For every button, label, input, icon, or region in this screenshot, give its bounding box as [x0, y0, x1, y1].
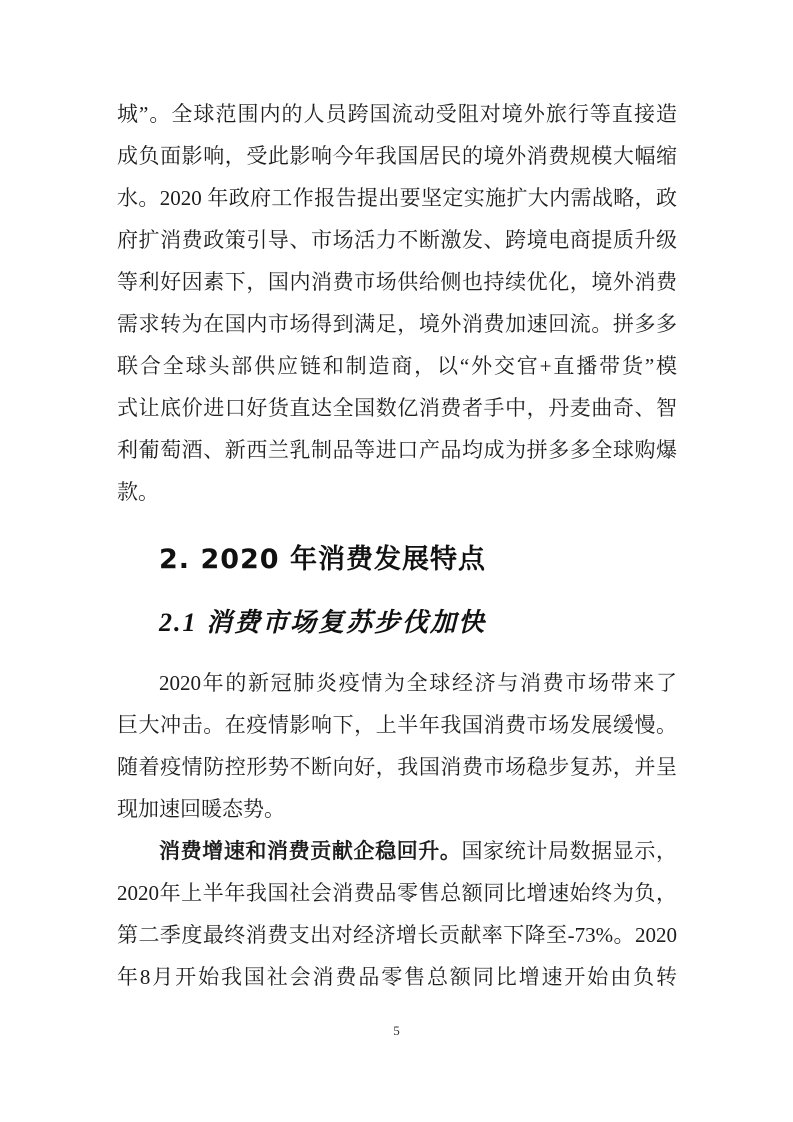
text-line: 2020年上半年我国社会消费品零售总额同比增速始终为负，	[117, 881, 677, 905]
text-line: 第二季度最终消费支出对经济增长贡献率下降至-73%。2020	[117, 923, 677, 947]
paragraph	[117, 662, 677, 830]
text-line: 等利好因素下，国内消费市场供给侧也持续优化，境外消费	[117, 270, 677, 294]
text-line: 2020年的新冠肺炎疫情为全球经济与消费市场带来了	[159, 671, 677, 695]
page-body	[117, 93, 677, 998]
paragraph	[117, 830, 677, 998]
text-line: 联合全球头部供应链和制造商，以“外交官+直播带货”模	[117, 354, 677, 378]
text-line: 成负面影响，受此影响今年我国居民的境外消费规模大幅缩	[117, 144, 677, 168]
text-line: 利葡萄酒、新西兰乳制品等进口产品均成为拼多多全球购爆	[117, 438, 677, 462]
page-number: 5	[393, 1023, 400, 1038]
text-line: 年8月开始我国社会消费品零售总额同比增速开始由负转	[117, 965, 677, 989]
text-line: 城”。全球范围内的人员跨国流动受阻对境外旅行等直接造	[117, 102, 677, 126]
paragraph-continuation	[117, 93, 677, 513]
text-line: 随着疫情防控形势不断向好，我国消费市场稳步复苏，并呈	[117, 755, 677, 779]
paragraph-lead-line	[117, 830, 677, 872]
section-heading: 2. 2020 年消费发展特点	[159, 544, 486, 575]
bold-lead-text: 消费增速和消费贡献企稳回升。	[159, 839, 462, 863]
subsection-heading: 2.1 消费市场复苏步伐加快	[159, 608, 487, 637]
text-line: 巨大冲击。在疫情影响下，上半年我国消费市场发展缓慢。	[117, 713, 677, 737]
text-line: 现加速回暖态势。	[117, 797, 285, 821]
text-line: 款。	[117, 480, 159, 504]
text-line: 需求转为在国内市场得到满足，境外消费加速回流。拼多多	[117, 312, 677, 336]
text-line: 水。2020 年政府工作报告提出要坚定实施扩大内需战略，政	[117, 186, 677, 210]
text-line: 府扩消费政策引导、市场活力不断激发、跨境电商提质升级	[117, 228, 677, 252]
lead-rest-text: 国家统计局数据显示，	[461, 839, 677, 863]
text-line: 式让底价进口好货直达全国数亿消费者手中，丹麦曲奇、智	[117, 396, 677, 420]
paragraph-lines	[117, 872, 677, 998]
